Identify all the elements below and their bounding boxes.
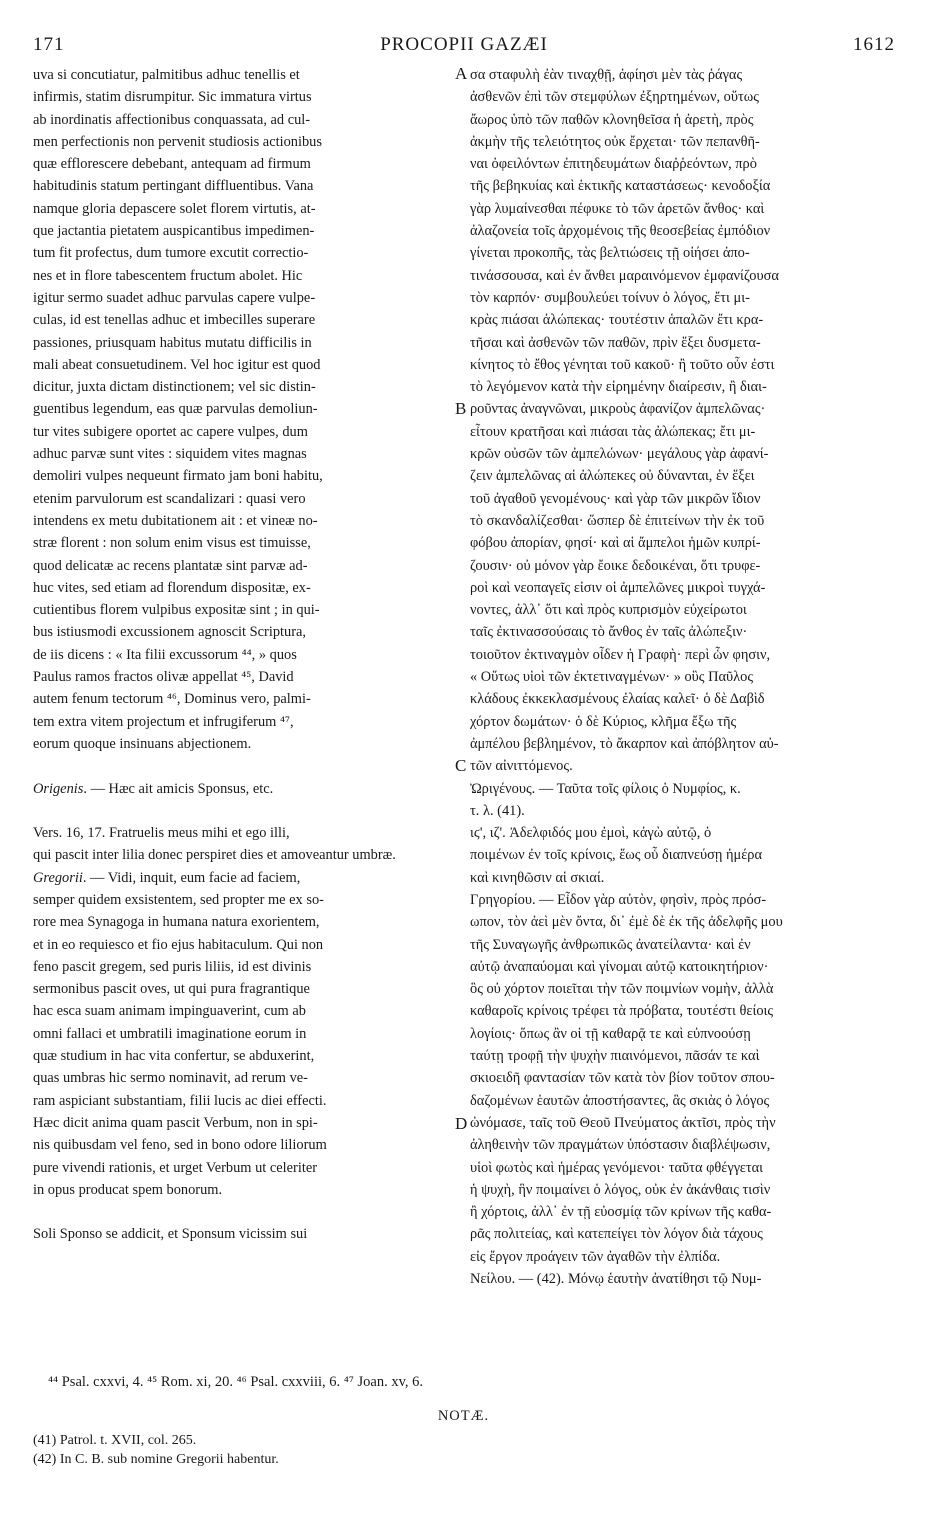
latin-text-line: omni fallaci et umbratili imaginatione eorum in	[33, 1025, 307, 1042]
greek-text-line: ὃς οὐ χόρτον ποιεῖται τὴν τῶν ποιμνίων νομὴν, ἀλλὰ	[470, 981, 774, 998]
margin-label-c: C	[455, 756, 467, 775]
greek-text-line: δαζομένων ἑαυτῶν ἀποστήσαντες, ἃς σκιὰς ὁ λόγος	[470, 1092, 770, 1109]
greek-column	[470, 64, 900, 1290]
greek-text-line: ροὶ καὶ νεοπαγεῖς εἰσιν οἱ ἀμπελῶνες μικροὶ τυγχά-	[470, 579, 766, 596]
greek-text-line: τῆς βεβηκυίας καὶ ἑκτικῆς καταστάσεως· κενοδοξία	[470, 178, 771, 195]
greek-text-line: τὸν καρπόν· συμβουλεύει τοίνυν ὁ λόγος, ἔτι μι-	[470, 289, 750, 306]
greek-text-line: ἄωρος ὑπὸ τῶν παθῶν κλονηθεῖσα ἡ ἀρετὴ, πρὸς	[470, 111, 754, 128]
latin-text-line: namque gloria depascere solet florem virtutis, at-	[33, 200, 316, 217]
latin-text-line: culas, id est tenellas adhuc et imbecilles superare	[33, 312, 316, 329]
greek-text-line: ἡ ψυχὴ, ἣν ποιμαίνει ὁ λόγος, οὐκ ἐν ἀκάνθαις τισὶν	[470, 1181, 771, 1198]
greek-text-line: ἀσθενῶν ἐπὶ τῶν στεμφύλων ἐξηρτημένων, οὕτως	[470, 89, 759, 106]
greek-text-line: κρῶν οὐσῶν τῶν ἀμπελώνων· μεγάλους γὰρ ἀφανί-	[470, 446, 769, 463]
margin-label-d: D	[455, 1114, 468, 1133]
margin-label-a: A	[455, 64, 468, 83]
latin-text-line: in opus producat spem bonorum.	[33, 1181, 223, 1198]
greek-text-line: ρᾶς πολιτείας, καὶ κατεπείγει τὸν λόγον διὰ τάχους	[470, 1226, 763, 1243]
greek-text-line: ἢ χόρτοις, ἀλλ᾽ ἐν τῇ εὐοσμίᾳ τῶν κρίνων τῆς καθα-	[470, 1204, 772, 1221]
latin-text-line: Vers. 16, 17. Fratruelis meus mihi et ego illi,	[33, 825, 290, 842]
greek-text-line: χόρτον δωμάτων· ὁ δὲ Κύριος, κλῆμα ἔξω τῆς	[470, 713, 737, 730]
greek-text-line: σα σταφυλὴ ἐὰν τιναχθῇ, ἀφίησι μὲν τὰς ῥάγας	[470, 67, 743, 83]
greek-text-line: ὠνόμασε, ταῖς τοῦ Θεοῦ Πνεύματος ἀκτῖσι, πρὸς τὴν	[470, 1114, 776, 1131]
greek-text-line: λογίοις· ὅπως ἂν οἱ τῇ καθαρᾷ τε καὶ εὐπνοούσῃ	[470, 1025, 751, 1042]
greek-text-line: τὸ σκανδαλίζεσθαι· ὥσπερ δὲ ἐπιτείνων τὴν ἐκ τοῦ	[470, 512, 765, 529]
latin-text-line: de iis dicens : « Ita filii excussorum ⁴⁴, » quos	[33, 646, 297, 663]
latin-column	[33, 64, 451, 1246]
latin-text-line: ab inordinatis affectionibus conquassata, ad cul-	[33, 111, 311, 128]
greek-text-line: κίνητος τὸ ἔθος γένηται τοῦ κακοῦ· ἢ τοῦτο οὖν ἐστι	[470, 356, 775, 373]
greek-text-line: Ὠριγένους. — Ταῦτα τοῖς φίλοις ὁ Νυμφίος, κ.	[470, 780, 741, 797]
greek-text-line: κλάδους ἐκκεκλασμένους ἐλαίας καλεῖ· ὁ δὲ Δαβὶδ	[470, 691, 765, 708]
latin-text-line: stræ florent : non solum enim visus est timuisse,	[33, 535, 311, 552]
margin-label-b: B	[455, 399, 467, 418]
greek-text-line: τῆσαι καὶ ἀσθενῶν τῶν παθῶν, πρὶν ἕξει δυσμετα-	[470, 334, 761, 351]
page-number-right: 1612	[853, 34, 895, 55]
greek-text-line: ναι ὀφειλόντων ἐπιτηδευμάτων διαῤῥεόντων, πρὸ	[470, 156, 757, 173]
greek-text-line: Νείλου. — (42). Μόνῳ ἑαυτὴν ἀνατίθησι τῷ Νυμ-	[470, 1271, 762, 1288]
greek-text-line: τ. λ. (41).	[470, 802, 525, 819]
latin-text-line: eorum quoque insinuans abjectionem.	[33, 735, 252, 752]
greek-text-line: Γρηγορίου. — Εἶδον γὰρ αὐτὸν, φησὶν, πρὸς πρόσ-	[470, 891, 767, 908]
greek-text-line: γίνεται προκοπῆς, τὰς βελτιώσεις τῇ οἰήσει ἀπο-	[470, 245, 750, 262]
greek-text-line: ταύτῃ τροφῇ τὴν ψυχὴν πιαινόμενοι, πᾶσάν τε καὶ	[470, 1048, 760, 1065]
greek-text-line: τοιοῦτον ἐκτιναγμὸν οἶδεν ἡ Γραφὴ· περὶ ὧν φησιν,	[470, 646, 771, 663]
latin-text-line: bus istiusmodi excussionem agnoscit Scriptura,	[33, 624, 306, 641]
greek-text-line: ωπον, τὸν ἀεὶ μὲν ὄντα, δι᾽ ἐμὲ δὲ ἐκ τῆς ἀδελφῆς μου	[470, 914, 783, 931]
latin-text-line: rore mea Synagoga in humana natura exorientem,	[33, 914, 320, 931]
greek-text-line: φόβου ἀπορίαν, φησί· καὶ αἱ ἄμπελοι ἡμῶν κυπρί-	[470, 535, 761, 552]
latin-text-line: passiones, priusquam habitus mutatu difficilis in	[33, 334, 312, 351]
greek-text-line: ροῦντας ἀναγνῶναι, μικροὺς ἀφανίζον ἀμπελῶνας·	[470, 401, 766, 418]
latin-text-line: huc vites, sed etiam ad florendum dispositæ, ex-	[33, 579, 311, 596]
running-title: PROCOPII GAZÆI	[380, 34, 548, 55]
latin-text-line: tur vites subigere oportet ac capere vulpes, dum	[33, 423, 308, 440]
page-number-left: 171	[33, 34, 65, 55]
greek-text-line: τὸ λεγόμενον κατὰ τὴν εἰρημένην διαίρεσιν, ἢ διαι-	[470, 379, 767, 396]
greek-text-line: νοντες, ἀλλ᾽ ὅτι καὶ πρὸς κυπρισμὸν εὐχείρωτοι	[470, 602, 747, 619]
greek-text-line: εἰς ἔργον προάγειν τῶν ἀγαθῶν τὴν ἐλπίδα.	[470, 1248, 721, 1265]
greek-text-line: τινάσσουσα, καὶ ἐν ἄνθει μαραινόμενον ἐμφανίζουσα	[470, 267, 779, 284]
page-header	[33, 34, 895, 64]
greek-text-line: τῶν αἰνιττόμενος.	[470, 758, 573, 775]
latin-text-line	[33, 800, 451, 822]
greek-text-line: ἀκμὴν τῆς τελειότητος οὐκ ἔρχεται· τῶν πεπανθῆ-	[470, 133, 760, 150]
greek-text-line: αὐτῷ ἀναπαύομαι καὶ γίνομαι αὐτῷ κατοικητήριον·	[470, 958, 769, 975]
latin-text-line: Gregorii. — Vidi, inquit, eum facie ad faciem,	[33, 869, 301, 886]
latin-text-line: nes et in flore tabescentem fructum abolet. Hic	[33, 267, 303, 284]
greek-text-line: καὶ κινηθῶσιν αἱ σκιαί.	[470, 869, 605, 886]
latin-text-line: quæ efflorescere debebant, antequam ad firmum	[33, 156, 311, 173]
latin-text-line: adhuc parvæ sunt vites : siquidem vites magnas	[33, 446, 307, 463]
latin-text-line: men perfectionis non pervenit studiosis actionibus	[33, 133, 322, 150]
greek-text-line: ἀληθεινὴν τῶν πραγμάτων ὑπόστασιν διαβλέψωσιν,	[470, 1137, 771, 1154]
notae-heading: NOTÆ.	[437, 1408, 490, 1424]
latin-text-line: igitur sermo suadet adhuc parvulas capere vulpe-	[33, 289, 316, 306]
greek-text-line: « Οὕτως υἱοὶ τῶν ἐκτετιναγμένων· » οὓς Παῦλος	[470, 669, 754, 686]
greek-text-line: κρὰς πιάσαι ἀλώπεκας· τουτέστιν ἁπαλῶν ἔτι κρα-	[470, 312, 764, 329]
latin-text-line: autem fenum tectorum ⁴⁶, Dominus vero, palmi-	[33, 691, 311, 708]
greek-text-line: ἀμπέλου βεβλημένον, τὸ ἄκαρπον καὶ ἀπόβλητον αὐ-	[470, 735, 779, 752]
greek-text-line: ιϛ', ιζ'. Ἀδελφιδός μου ἐμοὶ, κἀγὼ αὐτῷ, ὁ	[470, 825, 712, 842]
footnote: (41) Patrol. t. XVII, col. 265.	[33, 1433, 197, 1448]
greek-text-line: τῆς Συναγωγῆς ἀνθρωπικῶς ἀνατείλαντα· καὶ ἐν	[470, 936, 751, 953]
latin-text-line: guentibus legendum, eas quæ parvulas demoliun-	[33, 401, 318, 418]
latin-text-line: Origenis. — Hæc ait amicis Sponsus, etc.	[33, 780, 274, 797]
greek-text-line: ταῖς ἐκτινασσούσαις τὸ ἄνθος ἐν ταῖς ἀλώπεξιν·	[470, 624, 748, 641]
latin-text-line: tem extra vitem projectum et infrugiferum ⁴⁷,	[33, 713, 294, 730]
footnotes	[33, 1431, 633, 1469]
latin-text-line: ram aspiciant substantiam, filii lucis ac diei effecti.	[33, 1092, 327, 1109]
footnote: (42) In C. B. sub nomine Gregorii habentur.	[33, 1452, 279, 1467]
greek-text-line: υἱοὶ φωτὸς καὶ ἡμέρας γενόμενοι· ταῦτα φθέγγεται	[470, 1159, 764, 1176]
greek-text-line: καθαροῖς κρίνοις τρέφει τὰ πρόβατα, τουτέστι θείοις	[470, 1003, 774, 1020]
latin-text-line: cutientibus florem vulpibus expositæ sint ; in qui-	[33, 602, 320, 619]
scripture-references: ⁴⁴ Psal. cxxvi, 4. ⁴⁵ Rom. xi, 20. ⁴⁶ Psal. cxxviii, 6. ⁴⁷ Joan. xv, 6.	[48, 1374, 424, 1390]
latin-text-line: tum fit profectus, dum tumore excutit correctio-	[33, 245, 309, 262]
latin-text-line: quæ studium in hac vita confertur, se abduxerint,	[33, 1048, 315, 1065]
latin-text-line: mali abeat consuetudinem. Vel hoc igitur est quod	[33, 356, 321, 373]
greek-text-line: εἶτουν κρατῆσαι καὶ πιάσαι τὰς ἀλώπεκας; ἔτι μι-	[470, 423, 756, 440]
greek-text-line: ποιμένων ἐν τοῖς κρίνοις, ἕως οὗ διαπνεύσῃ ἡμέρα	[470, 847, 762, 864]
latin-text-line: uva si concutiatur, palmitibus adhuc tenellis et	[33, 67, 300, 83]
latin-text-line	[33, 1201, 451, 1223]
latin-text-line: dicitur, juxta dictam distinctionem; vel sic distin-	[33, 379, 316, 396]
greek-text-line: ζουσιν· οὐ μόνον γὰρ ἔοικε δεδοικέναι, ὅτι τρυφε-	[470, 557, 761, 574]
latin-text-line: quas umbras hic sermo nominavit, ad rerum ve-	[33, 1070, 308, 1087]
latin-text-line: hac esca suam animam impinguaverint, cum ab	[33, 1003, 306, 1020]
latin-text-line: intendens ex metu dubitationem ait : et vineæ no-	[33, 512, 318, 529]
greek-text-line: ζειν ἀμπελῶνας αἱ ἀλώπεκες οὐ δύνανται, ἐν ἕξει	[470, 468, 755, 485]
greek-text-line: γὰρ λυμαίνεσθαι πέφυκε τὸ τῶν ἀρετῶν ἄνθος· καὶ	[470, 200, 765, 217]
greek-text-line: σκιοειδῆ φαντασίαν τῶν κατὰ τὸν βίον τοῦτον σπου-	[470, 1070, 775, 1087]
latin-text-line: Soli Sponso se addicit, et Sponsum vicissim sui	[33, 1226, 308, 1243]
latin-text-line: et in eo requiesco et fio ejus habitaculum. Qui non	[33, 936, 324, 953]
latin-text-line: etenim parvulorum est scandalizari : quasi vero	[33, 490, 306, 507]
latin-text-line: Paulus ramos fractos olivæ appellat ⁴⁵, David	[33, 669, 294, 686]
latin-text-line: demoliri vulpes nequeunt firmato jam boni habitu,	[33, 468, 323, 485]
latin-text-line	[33, 755, 451, 777]
greek-text-line: τοῦ ἀγαθοῦ γενομένους· καὶ γὰρ τῶν μικρῶν ἴδιον	[470, 490, 761, 507]
latin-text-line: qui pascit inter lilia donec perspiret dies et amoveantur umbræ.	[33, 847, 396, 864]
latin-text-line: que jactantia pietatem auspicantibus impedimen-	[33, 223, 315, 240]
latin-text-line: quod delicatæ ac recens plantatæ sint parvæ ad-	[33, 557, 308, 574]
latin-text-line: pure vivendi rationis, et urget Verbum ut celeriter	[33, 1159, 317, 1176]
latin-text-line: semper quidem exsistentem, sed propter me ex so-	[33, 891, 324, 908]
latin-text-line: Hæc dicit anima quam pascit Verbum, non in spi-	[33, 1114, 318, 1131]
greek-text-line: ἀλαζονεία τοῖς ἀρχομένοις τῆς θεοσεβείας ἐμπόδιον	[470, 223, 771, 240]
latin-text-line: infirmis, statim disrumpitur. Sic immatura virtus	[33, 89, 312, 106]
latin-text-line: feno pascit gregem, sed puris liliis, id est divinis	[33, 958, 312, 975]
latin-text-line: nis quibusdam vel feno, sed in bono odore liliorum	[33, 1137, 327, 1154]
latin-text-line: habitudinis statum pertingant diffluentibus. Vana	[33, 178, 314, 195]
latin-text-line: sermonibus pascit oves, ut qui pura fragrantique	[33, 981, 310, 998]
